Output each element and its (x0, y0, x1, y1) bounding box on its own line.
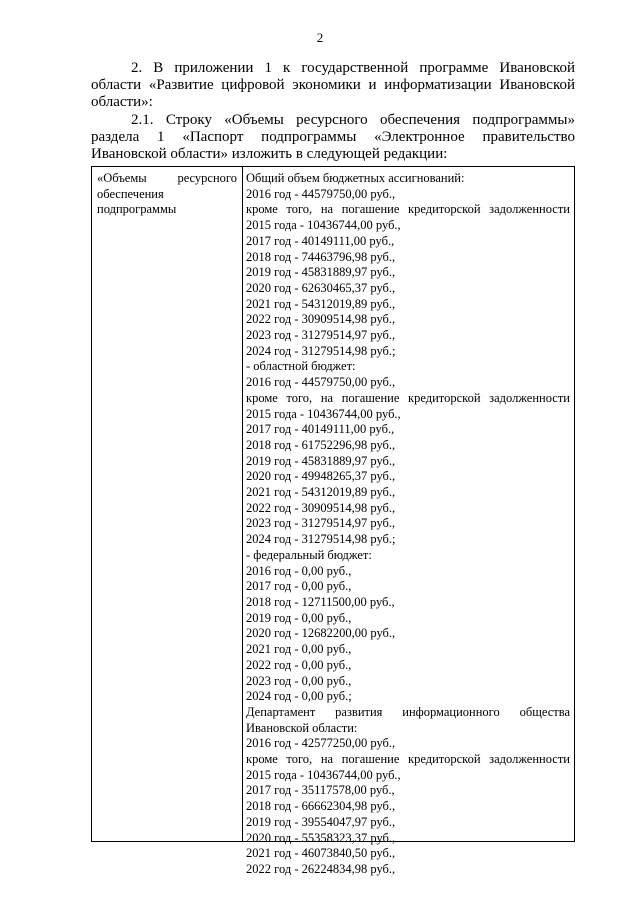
paragraph-text: 2.1. Строку «Объемы ресурсного обеспечения подпрограммы» раздела 1 «Паспорт подпрограммы «Электронное правительство Ивановской области» изложить в следующей редакции: (91, 112, 575, 162)
value-line: 2019 год - 39554047,97 руб., (246, 814, 396, 829)
value-line: 2020 год - 55358323,37 руб., (246, 830, 396, 845)
value-line: 2017 год - 0,00 руб., (246, 579, 352, 594)
value-line: 2020 год - 49948265,37 руб., (246, 469, 396, 484)
value-line: 2020 год - 62630465,37 руб., (246, 280, 396, 295)
label-line: подпрограммы (97, 202, 177, 217)
value-line: 2024 год - 31279514,98 руб.; (246, 343, 396, 358)
value-line: 2017 год - 35117578,00 руб., (246, 783, 395, 798)
value-line: 2017 год - 40149111,00 руб., (246, 233, 395, 248)
table-value-cell (246, 171, 570, 878)
value-line: 2019 год - 45831889,97 руб., (246, 453, 396, 468)
label-line: обеспечения (97, 186, 164, 201)
value-line: 2024 год - 0,00 руб.; (246, 689, 352, 704)
value-line: 2021 год - 46073840,50 руб., (246, 846, 396, 861)
value-line: 2020 год - 12682200,00 руб., (246, 626, 396, 641)
value-line: 2018 год - 61752296,98 руб., (246, 437, 396, 452)
value-line: кроме того, на погашение кредиторской задолженности (246, 752, 570, 767)
value-line: 2023 год - 0,00 руб., (246, 673, 352, 688)
value-line: 2016 год - 0,00 руб., (246, 563, 352, 578)
value-line: 2021 год - 54312019,89 руб., (246, 485, 396, 500)
value-line: 2016 год - 44579750,00 руб., (246, 375, 396, 390)
value-line: Департамент развития информационного общества (246, 704, 570, 719)
passport-table (91, 166, 575, 876)
value-line: 2015 года - 10436744,00 руб., (246, 767, 401, 782)
value-line: кроме того, на погашение кредиторской задолженности (246, 202, 570, 217)
value-line: Общий объем бюджетных ассигнований: (246, 171, 465, 185)
value-line: кроме того, на погашение кредиторской задолженности (246, 390, 570, 405)
paragraph-appendix-intro (91, 60, 575, 111)
value-line: 2016 год - 42577250,00 руб., (246, 736, 396, 751)
value-line: 2023 год - 31279514,97 руб., (246, 328, 396, 343)
value-line: - федеральный бюджет: (246, 547, 372, 562)
value-line: Ивановской области: (246, 720, 358, 735)
value-line: 2021 год - 54312019,89 руб., (246, 296, 396, 311)
value-line: 2019 год - 0,00 руб., (246, 610, 352, 625)
value-line: 2022 год - 30909514,98 руб., (246, 500, 396, 515)
column-divider (242, 167, 243, 841)
table-label-cell (97, 171, 237, 218)
value-line: 2015 года - 10436744,00 руб., (246, 406, 401, 421)
label-line: «Объемы ресурсного (97, 171, 237, 185)
value-line: 2024 год - 31279514,98 руб.; (246, 532, 396, 547)
paragraph-text: 2. В приложении 1 к государственной программе Ивановской области «Развитие цифровой экономики и информатизации Ивановской области»: (91, 60, 575, 110)
value-line: 2022 год - 26224834,98 руб., (246, 861, 396, 876)
value-line: 2018 год - 66662304,98 руб., (246, 799, 396, 814)
value-line: - областной бюджет: (246, 359, 356, 374)
page-number: 2 (316, 30, 324, 45)
value-line: 2022 год - 30909514,98 руб., (246, 312, 396, 327)
value-line: 2018 год - 74463796,98 руб., (246, 249, 396, 264)
value-line: 2018 год - 12711500,00 руб., (246, 594, 395, 609)
value-line: 2017 год - 40149111,00 руб., (246, 422, 395, 437)
value-line: 2023 год - 31279514,97 руб., (246, 516, 396, 531)
value-line: 2016 год - 44579750,00 руб., (246, 186, 396, 201)
value-line: 2022 год - 0,00 руб., (246, 657, 352, 672)
value-line: 2015 года - 10436744,00 руб., (246, 218, 401, 233)
paragraph-row-replacement (91, 112, 575, 163)
value-line: 2021 год - 0,00 руб., (246, 642, 352, 657)
value-line: 2019 год - 45831889,97 руб., (246, 265, 396, 280)
